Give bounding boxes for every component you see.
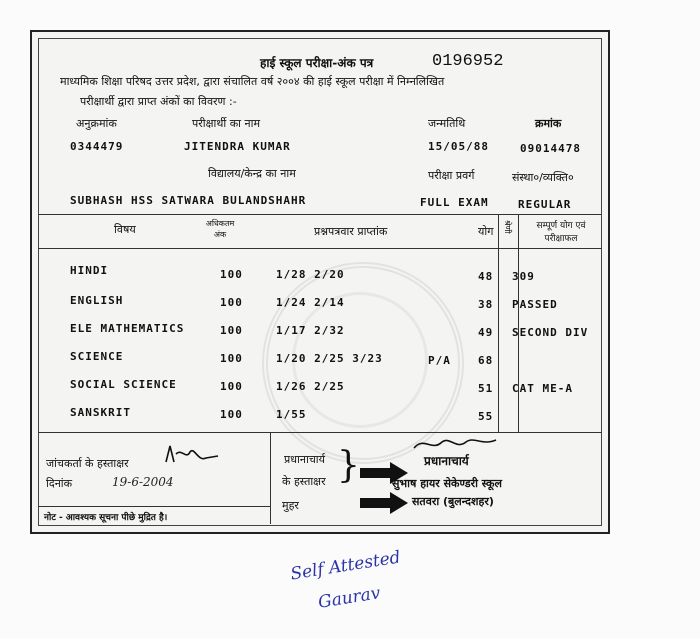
stamp-school: सुभाष हायर सेकेण्डरी स्कूल xyxy=(392,477,502,490)
row-max: 100 xyxy=(220,380,243,393)
th-max-marks: अधिकतम अंक xyxy=(205,219,235,239)
row-total: 68 xyxy=(478,354,494,367)
exam-type-label: परीक्षा प्रवर्ग xyxy=(428,169,475,182)
row-subject: ELE MATHEMATICS xyxy=(70,322,185,335)
row-max: 100 xyxy=(220,268,243,281)
grade-col-left xyxy=(498,214,499,432)
row-papers: 1/17 2/32 xyxy=(276,324,345,337)
serial-label: क्रमांक xyxy=(535,117,562,130)
row-max: 100 xyxy=(220,324,243,337)
stamp-title: प्रधानाचार्य xyxy=(424,454,469,468)
row-max: 100 xyxy=(220,408,243,421)
self-attested-note: Self Attested xyxy=(289,547,402,585)
th-paperwise: प्रश्नपत्रवार प्राप्तांक xyxy=(314,225,388,238)
grade-col-right xyxy=(518,214,519,432)
footer-top-rule xyxy=(38,432,602,433)
marksheet xyxy=(30,30,610,534)
checker-signature xyxy=(162,442,222,468)
exam-type: FULL EXAM xyxy=(420,196,489,209)
row-extra: P/A xyxy=(428,354,451,367)
row-result: CAT ME-A xyxy=(512,382,573,395)
row-papers: 1/28 2/20 xyxy=(276,268,345,281)
roll-label: अनुक्रमांक xyxy=(76,117,117,130)
row-total: 51 xyxy=(478,382,494,395)
row-result: 309 xyxy=(512,270,535,283)
th-total: योग xyxy=(478,225,494,238)
school-label: विद्यालय/केन्द्र का नाम xyxy=(208,167,296,180)
date-of-birth: 15/05/88 xyxy=(428,140,489,153)
row-subject: HINDI xyxy=(70,264,109,277)
school-name: SUBHASH HSS SATWARA BULANDSHAHR xyxy=(70,194,307,207)
date-label: दिनांक xyxy=(46,477,73,490)
row-papers: 1/20 2/25 3/23 xyxy=(276,352,383,365)
row-total: 55 xyxy=(478,410,494,423)
roll-number: 0344479 xyxy=(70,140,124,153)
row-result: SECOND DIV xyxy=(512,326,589,339)
row-papers: 1/26 2/25 xyxy=(276,380,345,393)
row-total: 49 xyxy=(478,326,494,339)
th-subject: विषय xyxy=(114,223,136,236)
stamp-place: सतवरा (बुलन्दशहर) xyxy=(412,495,494,508)
name-label: परीक्षार्थी का नाम xyxy=(192,117,261,130)
serial-value: 09014478 xyxy=(520,142,581,155)
footer-divider xyxy=(270,432,271,524)
intro-line-1: माध्यमिक शिक्षा परिषद उत्तर प्रदेश, द्वारा संचालित वर्ष २००४ की हाई स्कूल परीक्षा में निम्नलिखित xyxy=(60,75,445,88)
row-total: 48 xyxy=(478,270,494,283)
row-subject: ENGLISH xyxy=(70,294,124,307)
th-grade: श्रेणी xyxy=(503,220,512,234)
seal-label: मुहर xyxy=(282,499,299,512)
checker-sign-label: जांचकर्ता के हस्ताक्षर xyxy=(46,457,129,470)
footer-note-rule xyxy=(38,506,270,507)
row-max: 100 xyxy=(220,296,243,309)
back-note: नोट - आवश्यक सूचना पीछे मुद्रित है। xyxy=(44,513,168,523)
arrow-right-icon xyxy=(360,492,408,514)
row-papers: 1/24 2/14 xyxy=(276,296,345,309)
row-max: 100 xyxy=(220,352,243,365)
row-result: PASSED xyxy=(512,298,558,311)
principal-sign-label: के हस्ताक्षर xyxy=(282,475,326,488)
brace-glyph: } xyxy=(337,445,360,486)
principal-label: प्रधानाचार्य xyxy=(284,453,326,466)
row-papers: 1/55 xyxy=(276,408,307,421)
candidate-name: JITENDRA KUMAR xyxy=(184,140,291,153)
date-value: 19-6-2004 xyxy=(112,475,174,489)
attester-signature: Gaurav xyxy=(316,583,382,613)
intro-line-2: परीक्षार्थी द्वारा प्राप्त अंकों का विवरण :- xyxy=(80,95,237,108)
category-label: संस्था०/व्यक्ति० xyxy=(512,171,574,184)
principal-signature xyxy=(410,434,500,454)
marksheet-title: हाई स्कूल परीक्षा-अंक पत्र xyxy=(260,56,374,70)
serial-number: 0196952 xyxy=(432,52,504,71)
row-subject: SCIENCE xyxy=(70,350,124,363)
row-subject: SANSKRIT xyxy=(70,406,131,419)
category-value: REGULAR xyxy=(518,198,572,211)
th-result: सम्पूर्ण योग एवं परीक्षाफल xyxy=(536,221,586,244)
row-total: 38 xyxy=(478,298,494,311)
dob-label: जन्मतिथि xyxy=(428,117,466,130)
row-subject: SOCIAL SCIENCE xyxy=(70,378,177,391)
